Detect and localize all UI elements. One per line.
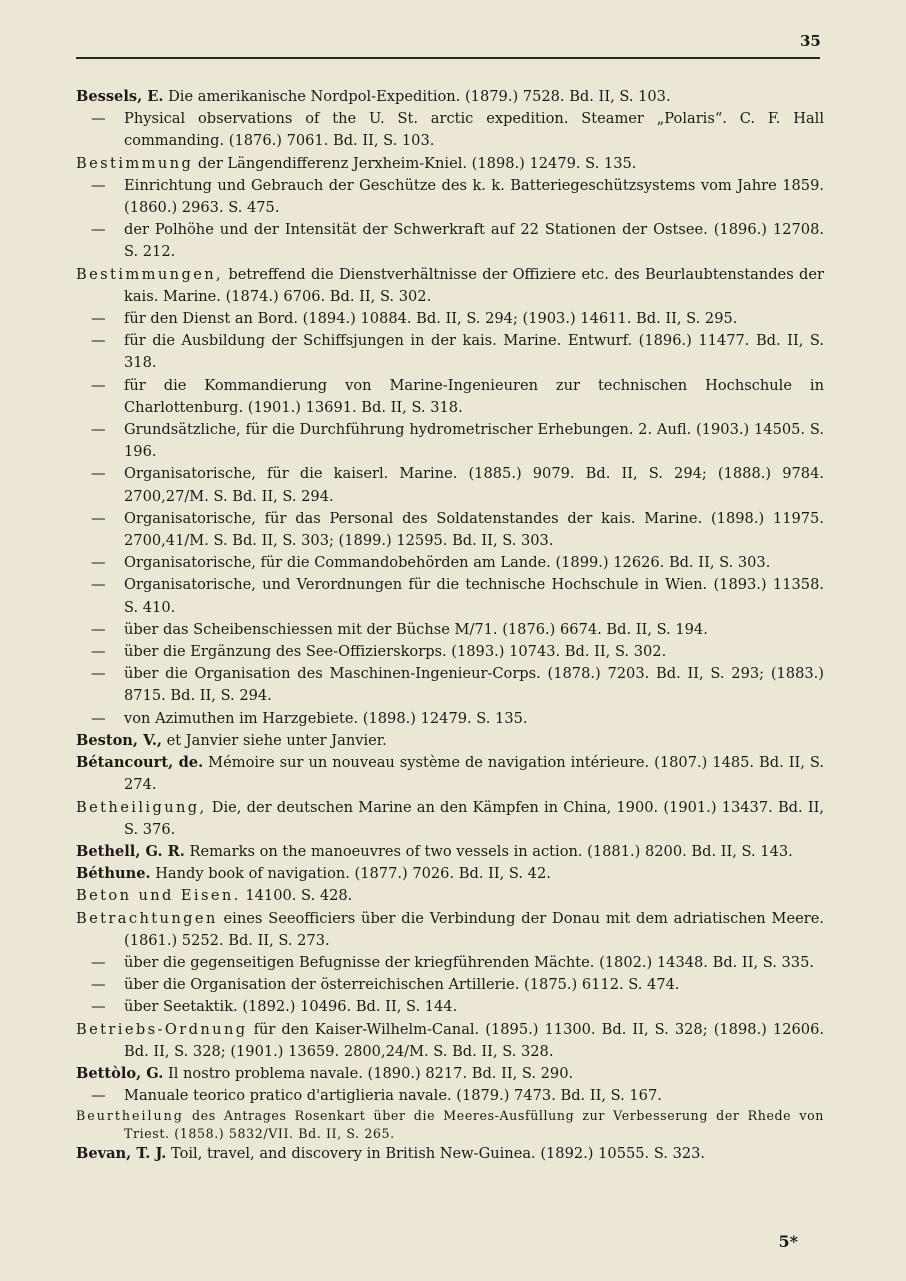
entry-text: für die Ausbildung der Schiffsjungen in der kais. Marine. Entwurf. (1896.) 11477. Bd. II, S. 318. (124, 332, 824, 372)
index-subentry (91, 996, 824, 1018)
entry-heading: Bessels, E. (76, 88, 164, 105)
entry-dash: — (91, 465, 106, 483)
entry-keyword: Bestimmung (76, 154, 194, 172)
index-entry (76, 752, 824, 796)
index-subentry (91, 330, 824, 374)
entry-dash: — (91, 110, 106, 128)
index-subentry (91, 974, 824, 996)
entry-dash: — (91, 176, 106, 194)
entry-heading: Bevan, T. J. (76, 1145, 167, 1163)
index-entry (76, 863, 824, 885)
entry-text: über das Scheibenschiessen mit der Büchse M/71. (1876.) 6674. Bd. II, S. 194. (124, 620, 708, 638)
entry-heading: Beston, V., (76, 731, 163, 749)
index-entry (76, 1019, 824, 1063)
index-subentry (91, 375, 824, 419)
entry-text: des Antrages Rosenkart über die Meeres-Ausfüllung zur Verbesserung der Rhede von Triest. (1858.) 5832/VII. Bd. II, S. 265. (124, 1108, 824, 1142)
index-subentry (91, 552, 824, 574)
entry-dash: — (91, 332, 106, 350)
entry-dash: — (91, 221, 106, 239)
entry-dash: — (91, 620, 106, 638)
entry-text: Die, der deutschen Marine an den Kämpfen in China, 1900. (1901.) 13437. Bd. II, S. 376. (124, 798, 824, 838)
index-entry (76, 153, 824, 175)
entry-keyword: Beurtheilung (76, 1108, 184, 1124)
entry-text: über die Organisation der österreichischen Artillerie. (1875.) 6112. S. 474. (124, 976, 680, 994)
entry-keyword: Betriebs-Ordnung (76, 1020, 248, 1038)
header-rule (76, 57, 820, 59)
index-entries (0, 86, 906, 1166)
index-subentry (91, 219, 824, 263)
index-entry (76, 730, 824, 752)
index-entry (76, 885, 824, 907)
index-subentry (91, 574, 824, 618)
index-entry (76, 86, 824, 108)
entry-keyword: Betrachtungen (76, 909, 218, 927)
entry-dash: — (91, 953, 106, 971)
index-subentry (91, 619, 824, 641)
entry-dash: — (91, 310, 106, 328)
entry-text: über die gegenseitigen Befugnisse der kriegführenden Mächte. (1802.) 14348. Bd. II, S. 335. (124, 953, 814, 971)
index-subentry (91, 708, 824, 730)
entry-dash: — (91, 421, 106, 439)
index-entry (76, 908, 824, 952)
entry-text: Handy book of navigation. (1877.) 7026. Bd. II, S. 42. (150, 865, 551, 883)
entry-text: über die Organisation des Maschinen-Ingenieur-Corps. (1878.) 7203. Bd. II, S. 293; (1883.) 8715. Bd. II, S. 294. (124, 665, 824, 705)
entry-text: von Azimuthen im Harzgebiete. (1898.) 12479. S. 135. (124, 709, 528, 727)
index-entry (76, 264, 824, 308)
page-number: 35 (800, 32, 821, 50)
entry-text: über die Ergänzung des See-Offizierskorps. (1893.) 10743. Bd. II, S. 302. (124, 643, 667, 661)
signature-mark: 5* (778, 1232, 798, 1251)
index-subentry (91, 108, 824, 152)
entry-text: Organisatorische, für die kaiserl. Marine. (1885.) 9079. Bd. II, S. 294; (1888.) 9784. 2700,27/M. S. Bd. II, S. 294. (124, 465, 824, 505)
entry-keyword: Betheiligung, (76, 798, 207, 816)
index-subentry (91, 1085, 824, 1107)
index-subentry (91, 308, 824, 330)
entry-text: Remarks on the manoeuvres of two vessels in action. (1881.) 8200. Bd. II, S. 143. (184, 842, 793, 860)
entry-text: über Seetaktik. (1892.) 10496. Bd. II, S. 144. (124, 998, 458, 1016)
entry-text: für den Kaiser-Wilhelm-Canal. (1895.) 11300. Bd. II, S. 328; (1898.) 12606. Bd. II, S. 328; (1901.) 13659. 2800,24/M. S. Bd. II, S. 328. (124, 1020, 824, 1060)
entry-text: für den Dienst an Bord. (1894.) 10884. Bd. II, S. 294; (1903.) 14611. Bd. II, S. 295. (124, 310, 738, 328)
entry-heading: Bétancourt, de. (76, 754, 204, 772)
entry-text: Einrichtung und Gebrauch der Geschütze des k. k. Batteriegeschützsystems vom Jahre 1859. (1860.) 2963. S. 475. (124, 176, 824, 217)
entry-text: der Längendifferenz Jerxheim-Kniel. (1898.) 12479. S. 135. (193, 154, 637, 172)
entry-keyword: Bestimmungen, (76, 265, 224, 283)
index-entry (76, 797, 824, 841)
entry-text: eines Seeofficiers über die Verbindung der Donau mit dem adriatischen Meere. (1861.) 5252. Bd. II, S. 273. (124, 909, 824, 949)
index-subentry (91, 175, 824, 219)
entry-text: der Polhöhe und der Intensität der Schwerkraft auf 22 Stationen der Ostsee. (1896.) 12708. S. 212. (124, 221, 824, 261)
index-subentry (91, 508, 824, 552)
index-subentry (91, 463, 824, 507)
entry-dash: — (91, 509, 106, 527)
entry-heading: Bettòlo, G. (76, 1064, 164, 1082)
entry-heading: Béthune. (76, 865, 151, 883)
entry-text: Il nostro problema navale. (1890.) 8217. Bd. II, S. 290. (163, 1064, 574, 1082)
entry-dash: — (91, 976, 106, 994)
entry-text: 14100. S. 428. (240, 887, 353, 905)
index-entry (76, 841, 824, 863)
entry-text: et Janvier siehe unter Janvier. (162, 731, 387, 749)
entry-text: Organisatorische, für das Personal des Soldatenstandes der kais. Marine. (1898.) 11975. 2700,41/M. S. Bd. II, S. 303; (1899.) 12595. Bd. II, S. 303. (124, 509, 824, 550)
entry-dash: — (91, 998, 106, 1016)
entry-dash: — (91, 709, 106, 727)
entry-text: Mémoire sur un nouveau système de navigation intérieure. (1807.) 1485. Bd. II, S. 274. (124, 754, 824, 794)
entry-text: Organisatorische, für die Commandobehörden am Lande. (1899.) 12626. Bd. II, S. 303. (124, 554, 771, 572)
index-entry (76, 1063, 824, 1085)
entry-dash: — (91, 643, 106, 661)
index-subentry (91, 952, 824, 974)
index-entry (76, 1107, 824, 1143)
entry-text: Die amerikanische Nordpol-Expedition. (1879.) 7528. Bd. II, S. 103. (163, 88, 671, 105)
entry-keyword: Beton und Eisen. (76, 887, 241, 905)
entry-dash: — (91, 554, 106, 572)
index-subentry (91, 641, 824, 663)
entry-text: Physical observations of the U. St. arctic expedition. Steamer „Polaris“. C. F. Hall commanding. (1876.) 7061. Bd. II, S. 103. (124, 110, 824, 150)
entry-text: Grundsätzliche, für die Durchführung hydrometrischer Erhebungen. 2. Aufl. (1903.) 14505. S. 196. (124, 421, 824, 461)
entry-text: für die Kommandierung von Marine-Ingenieuren zur technischen Hochschule in Charlottenburg. (1901.) 13691. Bd. II, S. 318. (124, 376, 824, 416)
entry-text: Organisatorische, und Verordnungen für die technische Hochschule in Wien. (1893.) 11358. S. 410. (124, 576, 824, 616)
entry-text: Manuale teorico pratico d'artiglieria navale. (1879.) 7473. Bd. II, S. 167. (124, 1087, 662, 1105)
entry-dash: — (91, 665, 106, 683)
entry-dash: — (91, 576, 106, 594)
index-subentry (91, 419, 824, 463)
entry-heading: Bethell, G. R. (76, 842, 185, 860)
entry-dash: — (91, 376, 106, 394)
entry-text: Toil, travel, and discovery in British New-Guinea. (1892.) 10555. S. 323. (166, 1145, 706, 1163)
index-subentry (91, 663, 824, 707)
index-entry (76, 1143, 824, 1165)
entry-text: betreffend die Dienstverhältnisse der Offiziere etc. des Beurlaubtenstandes der kais. Marine. (1874.) 6706. Bd. II, S. 302. (124, 265, 824, 305)
entry-dash: — (91, 1087, 106, 1105)
